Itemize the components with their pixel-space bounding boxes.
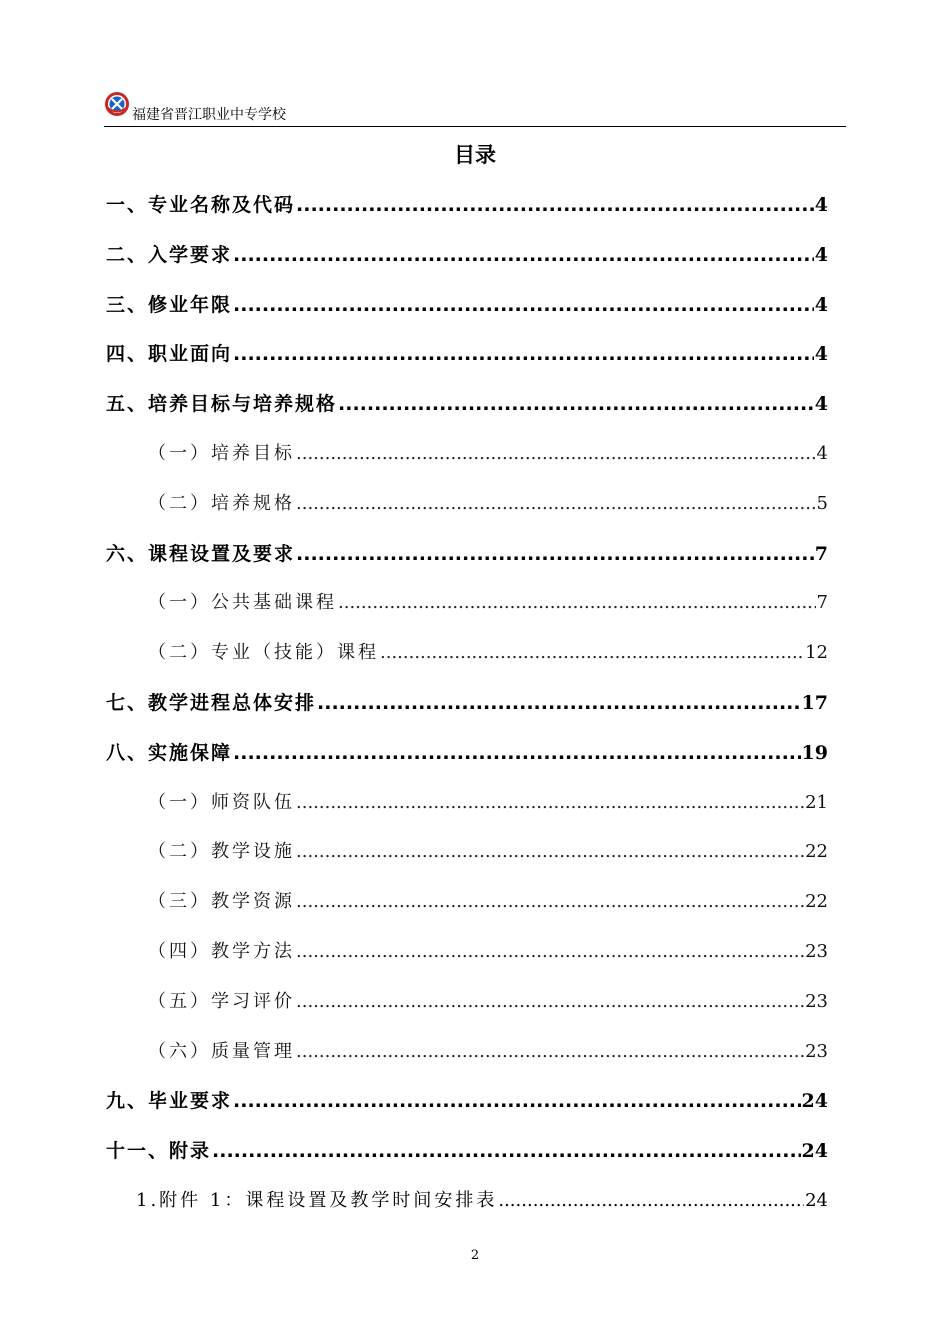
toc-entry-page: 23 [805,990,828,1012]
toc-entry-page: 23 [805,941,828,962]
toc-entry-label: （三）教学资源 [148,891,295,913]
toc-entry-label: 四、职业面向 [106,343,233,366]
toc-entry-label: 1.附件 1：课程设置及教学时间安排表 [136,1190,498,1211]
toc-entry-page: 4 [814,243,828,266]
toc-entry-page: 7 [816,592,828,614]
toc-entry[interactable] [106,190,828,220]
toc-entry[interactable] [106,240,828,270]
toc-leader-dots [233,742,801,764]
toc-entry[interactable] [106,339,828,369]
toc-entry-page: 22 [805,891,828,913]
toc-entry[interactable] [148,489,828,519]
toc-entry[interactable] [106,389,828,419]
toc-entry[interactable] [148,1037,828,1067]
toc-entry-page: 5 [816,492,828,514]
toc-entry-page: 24 [805,1190,828,1211]
toc-entry[interactable] [106,290,828,320]
toc-leader-dots [296,543,814,565]
toc-entry-label: 六、课程设置及要求 [106,542,296,565]
toc-leader-dots [338,393,814,415]
page-number: 2 [470,1248,480,1263]
toc-entry-label: 九、毕业要求 [106,1090,233,1113]
toc-entry-label: （二）专业（技能）课程 [148,642,379,664]
toc-entry-page: 19 [801,741,828,764]
page-title: 目录 [454,143,496,167]
toc-entry[interactable] [106,1136,828,1166]
toc-entry-page: 22 [805,841,828,863]
toc-entry[interactable] [106,539,828,569]
toc-entry[interactable] [136,1186,828,1216]
toc-leader-dots [296,493,816,514]
school-name: 福建省晋江职业中专学校 [132,107,286,123]
toc-entry-label: （二）教学设施 [148,841,295,863]
toc-entry-page: 4 [816,443,828,464]
toc-leader-dots [296,792,804,813]
school-logo-icon [104,91,130,117]
toc-entry[interactable] [148,638,828,668]
toc-entry-label: （二）培养规格 [148,492,295,514]
toc-entry[interactable] [148,887,828,917]
toc-entry[interactable] [148,439,828,469]
toc-entry-label: （六）质量管理 [148,1040,295,1062]
toc-entry[interactable] [148,588,828,618]
toc-entry-page: 4 [814,343,828,366]
toc-leader-dots [296,841,804,862]
toc-entry[interactable] [106,1086,828,1116]
toc-entry-page: 7 [814,542,828,565]
toc-entry-label: 一、专业名称及代码 [106,194,296,216]
toc-entry-page: 17 [801,692,828,714]
toc-entry-label: 五、培养目标与培养规格 [106,393,338,416]
toc-leader-dots [233,1090,801,1112]
toc-leader-dots [296,1041,804,1062]
toc-entry[interactable] [106,688,828,718]
toc-leader-dots [296,941,804,962]
toc-leader-dots [233,294,814,316]
toc-entry-label: 三、修业年限 [106,293,233,316]
page-header [104,88,846,127]
toc-entry-label: （一）培养目标 [148,443,295,464]
toc-leader-dots [296,991,804,1012]
toc-entry[interactable] [148,788,828,818]
toc-entry-page: 12 [805,642,828,664]
toc-leader-dots [498,1190,804,1211]
toc-entry-label: （四）教学方法 [148,941,295,962]
toc-entry-label: （一）师资队伍 [148,791,295,813]
toc-leader-dots [317,692,801,714]
toc-entry-label: （五）学习评价 [148,990,295,1012]
toc-entry-label: 十一、附录 [106,1140,212,1163]
toc-entry-label: 八、实施保障 [106,741,233,764]
toc-leader-dots [212,1140,801,1162]
toc-leader-dots [296,194,814,216]
toc-entry[interactable] [148,837,828,867]
toc-leader-dots [233,343,814,365]
toc-entry-page: 24 [801,1140,828,1163]
toc-entry-label: （一）公共基础课程 [148,592,337,614]
toc-entry[interactable] [106,738,828,768]
toc-entry-page: 4 [814,393,828,416]
toc-leader-dots [233,244,814,266]
toc-entry-page: 23 [805,1040,828,1062]
toc-entry-page: 4 [814,194,828,216]
toc-entry[interactable] [148,937,828,967]
toc-entry-page: 24 [801,1090,828,1113]
toc-leader-dots [380,642,804,663]
toc-entry-page: 4 [814,293,828,316]
toc-leader-dots [338,592,816,613]
toc-entry-label: 七、教学进程总体安排 [106,692,317,714]
toc-leader-dots [296,891,804,912]
toc-entry-page: 21 [805,791,828,813]
toc-entry[interactable] [148,987,828,1017]
toc-leader-dots [296,443,816,464]
toc-entry-label: 二、入学要求 [106,243,233,266]
